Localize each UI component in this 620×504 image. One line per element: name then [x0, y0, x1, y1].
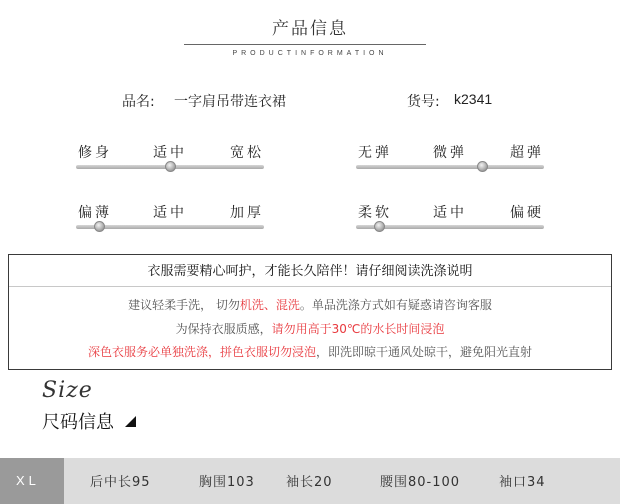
thickness-scale: [76, 202, 264, 232]
care-text: 建议轻柔手洗， 切勿: [128, 298, 240, 312]
size-section-title: 尺码信息: [42, 412, 114, 433]
size-script-heading: Size: [42, 378, 93, 403]
scale-label-middle: 微弹: [433, 145, 467, 161]
care-line-3: [9, 343, 611, 360]
scale-label-left: 偏薄: [78, 205, 112, 221]
scale-indicator: [374, 221, 385, 232]
scale-label-left: 无弹: [358, 145, 392, 161]
product-sku-label: 货号:: [407, 94, 440, 110]
size-row: [0, 458, 620, 504]
scale-label-right: 偏硬: [510, 205, 544, 221]
scale-label-left: 修身: [78, 145, 112, 161]
stretch-scale: [356, 142, 544, 172]
care-warning-text: 深色衣服务必单独洗涤，拼色衣服切勿浸泡: [87, 345, 316, 359]
scale-indicator: [94, 221, 105, 232]
title-divider: [184, 44, 426, 45]
care-heading: 衣服需要精心呵护，才能长久陪伴！请仔细阅读洗涤说明: [9, 255, 611, 287]
care-warning-text: 请勿用高于30℃的水长时间浸泡: [271, 322, 445, 336]
triangle-icon: [125, 416, 136, 427]
size-measurement: 腰围80-100: [380, 475, 461, 490]
scale-label-left: 柔软: [358, 205, 392, 221]
size-measurement: 后中长95: [90, 475, 151, 490]
care-line-1: [9, 296, 611, 313]
care-text: 为保持衣服质感，: [175, 322, 272, 336]
size-tag: XL: [0, 458, 64, 504]
scale-label-middle: 适中: [153, 205, 187, 221]
softness-scale: [356, 202, 544, 232]
product-name-value: 一字肩吊带连衣裙: [174, 94, 286, 110]
product-sku-value: k2341: [454, 91, 493, 107]
scale-track: [356, 165, 544, 169]
scale-label-right: 超弹: [510, 145, 544, 161]
scale-indicator: [477, 161, 488, 172]
care-line-2: [9, 320, 611, 337]
size-measurement: 袖长20: [286, 475, 333, 490]
size-measurement: 袖口34: [499, 475, 546, 490]
page-subtitle: PRODUCTINFORMATION: [232, 50, 388, 57]
fit-scale: [76, 142, 264, 172]
scale-indicator: [165, 161, 176, 172]
size-measurement: 胸围103: [199, 475, 255, 490]
care-text: ，即洗即晾干通风处晾干，避免阳光直射: [316, 345, 533, 359]
scale-label-right: 宽松: [230, 145, 264, 161]
scale-label-middle: 适中: [433, 205, 467, 221]
scale-label-middle: 适中: [153, 145, 187, 161]
page-title: 产品信息: [272, 19, 348, 39]
care-instructions-box: [8, 254, 612, 370]
product-name-label: 品名:: [122, 94, 155, 110]
care-text: 。单品洗涤方式如有疑惑请咨询客服: [299, 298, 492, 312]
care-warning-text: 机洗、混洗: [239, 298, 300, 312]
scale-label-right: 加厚: [230, 205, 264, 221]
